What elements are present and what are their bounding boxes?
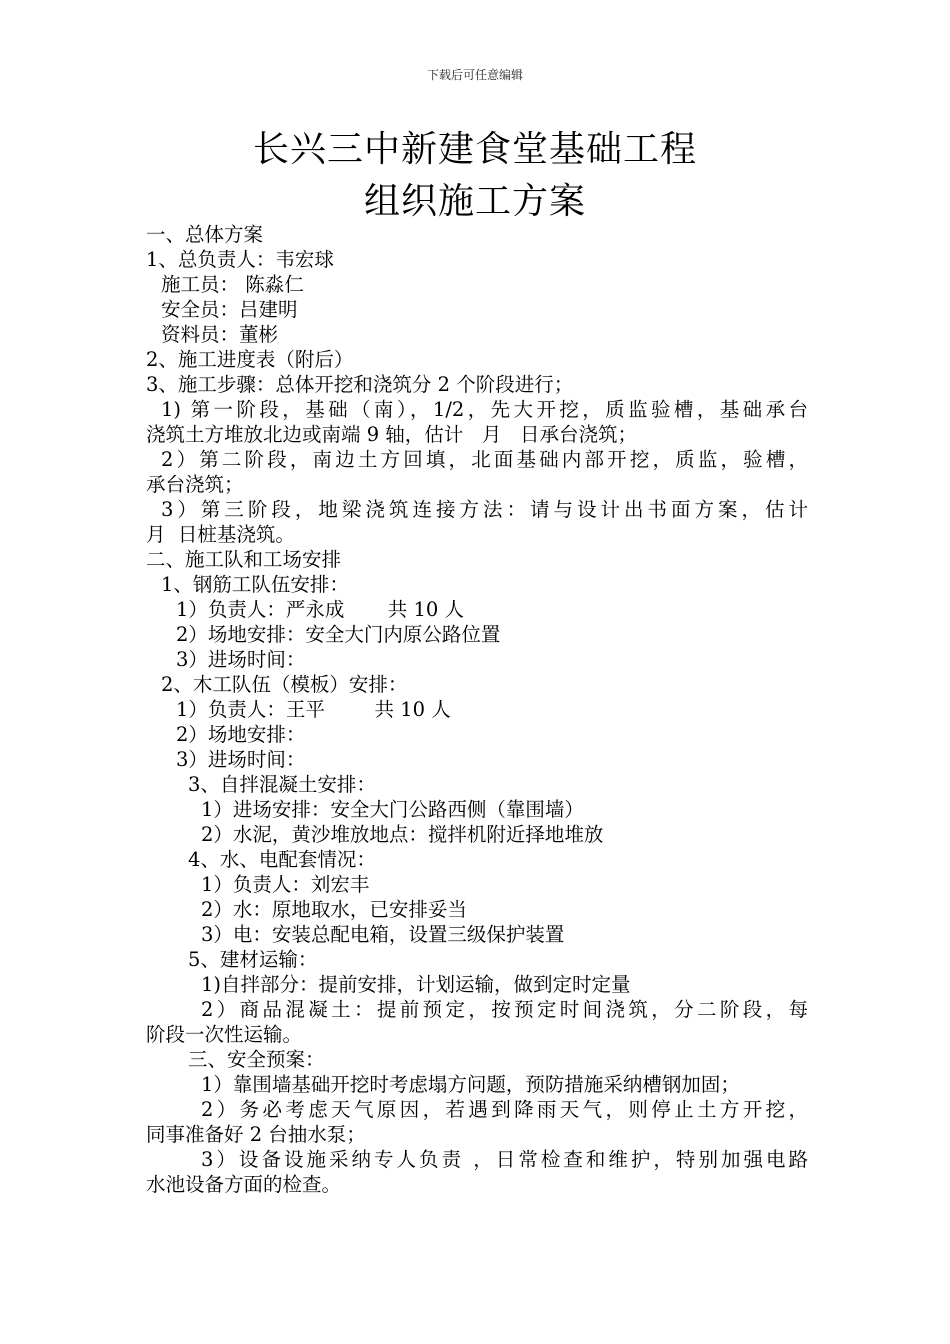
body-line: 1）负责人：刘宏丰 [201, 873, 370, 896]
body-line: 1）负责人：严永成 共 10 人 [176, 598, 465, 621]
body-line: 同事准备好 2 台抽水泵； [146, 1123, 366, 1146]
subsection-heading: 1、钢筋工队伍安排： [161, 573, 349, 596]
body-line: 浇筑土方堆放北边或南端 9 轴，估计 月 日承台浇筑； [146, 423, 637, 446]
body-line: 资料员：董彬 [161, 323, 279, 346]
subsection-heading: 5、建材运输： [188, 948, 318, 971]
body-line: 3）第三阶段，地梁浇筑连接方法：请与设计出书面方案，估计 [161, 498, 808, 521]
body-line: 1)自拌部分：提前安排，计划运输，做到定时定量 [201, 973, 631, 996]
section-heading: 二、施工队和工场安排 [146, 548, 342, 571]
document-body [146, 222, 808, 1197]
document-title-line-1: 长兴三中新建食堂基础工程 [252, 129, 697, 170]
body-line: 施工员： 陈淼仁 [161, 273, 304, 296]
body-line: 3）进场时间： [176, 648, 306, 671]
header-note: 下载后可任意编辑 [426, 68, 523, 82]
subsection-heading: 4、水、电配套情况： [188, 848, 376, 871]
subsection-heading: 3、自拌混凝土安排： [188, 773, 376, 796]
body-line: 承台浇筑； [146, 473, 244, 496]
section-heading: 三、安全预案： [188, 1048, 325, 1071]
body-line: 3、施工步骤：总体开挖和浇筑分 2 个阶段进行； [146, 373, 574, 396]
subsection-heading: 2、木工队伍（模板）安排： [161, 673, 408, 696]
body-line: 1) 第一阶段，基础（南），1/2，先大开挖，质监验槽，基础承台 [161, 398, 808, 421]
body-line: 2）水：原地取水，已安排妥当 [201, 898, 467, 921]
body-line: 2）商品混凝土：提前预定，按预定时间浇筑，分二阶段，每 [201, 998, 808, 1021]
body-line: 3）设备设施采纳专人负责 ，日常检查和维护，特别加强电路 [201, 1148, 808, 1171]
body-line: 1）靠围墙基础开挖时考虑塌方问题，预防措施采纳槽钢加固； [201, 1073, 740, 1096]
body-line: 阶段一次性运输。 [146, 1023, 303, 1046]
body-line: 2、施工进度表（附后） [146, 348, 354, 371]
body-line: 3）电：安装总配电箱，设置三级保护装置 [201, 923, 565, 946]
body-line: 3）进场时间： [176, 748, 306, 771]
body-line: 水池设备方面的检查。 [146, 1173, 342, 1196]
body-line: 1、总负责人：韦宏球 [146, 248, 334, 271]
body-line: 2）水泥，黄沙堆放地点：搅拌机附近择地堆放 [201, 823, 604, 846]
body-line: 1）进场安排：安全大门公路西侧（靠围墙） [201, 798, 584, 821]
body-line: 1）负责人：王平 共 10 人 [176, 698, 451, 721]
body-line: 安全员：吕建明 [161, 298, 298, 321]
body-line: 2）场地安排：安全大门内原公路位置 [176, 623, 501, 646]
body-line: 月 日桩基浇筑。 [146, 523, 295, 546]
document-title-line-2: 组织施工方案 [363, 181, 586, 222]
section-heading: 一、总体方案 [146, 223, 264, 246]
body-line: 2）务必考虑天气原因，若遇到降雨天气，则停止土方开挖， [201, 1098, 808, 1121]
body-line: 2）第二阶段，南边土方回填，北面基础内部开挖，质监，验槽， [161, 448, 808, 471]
body-line: 2）场地安排： [176, 723, 306, 746]
